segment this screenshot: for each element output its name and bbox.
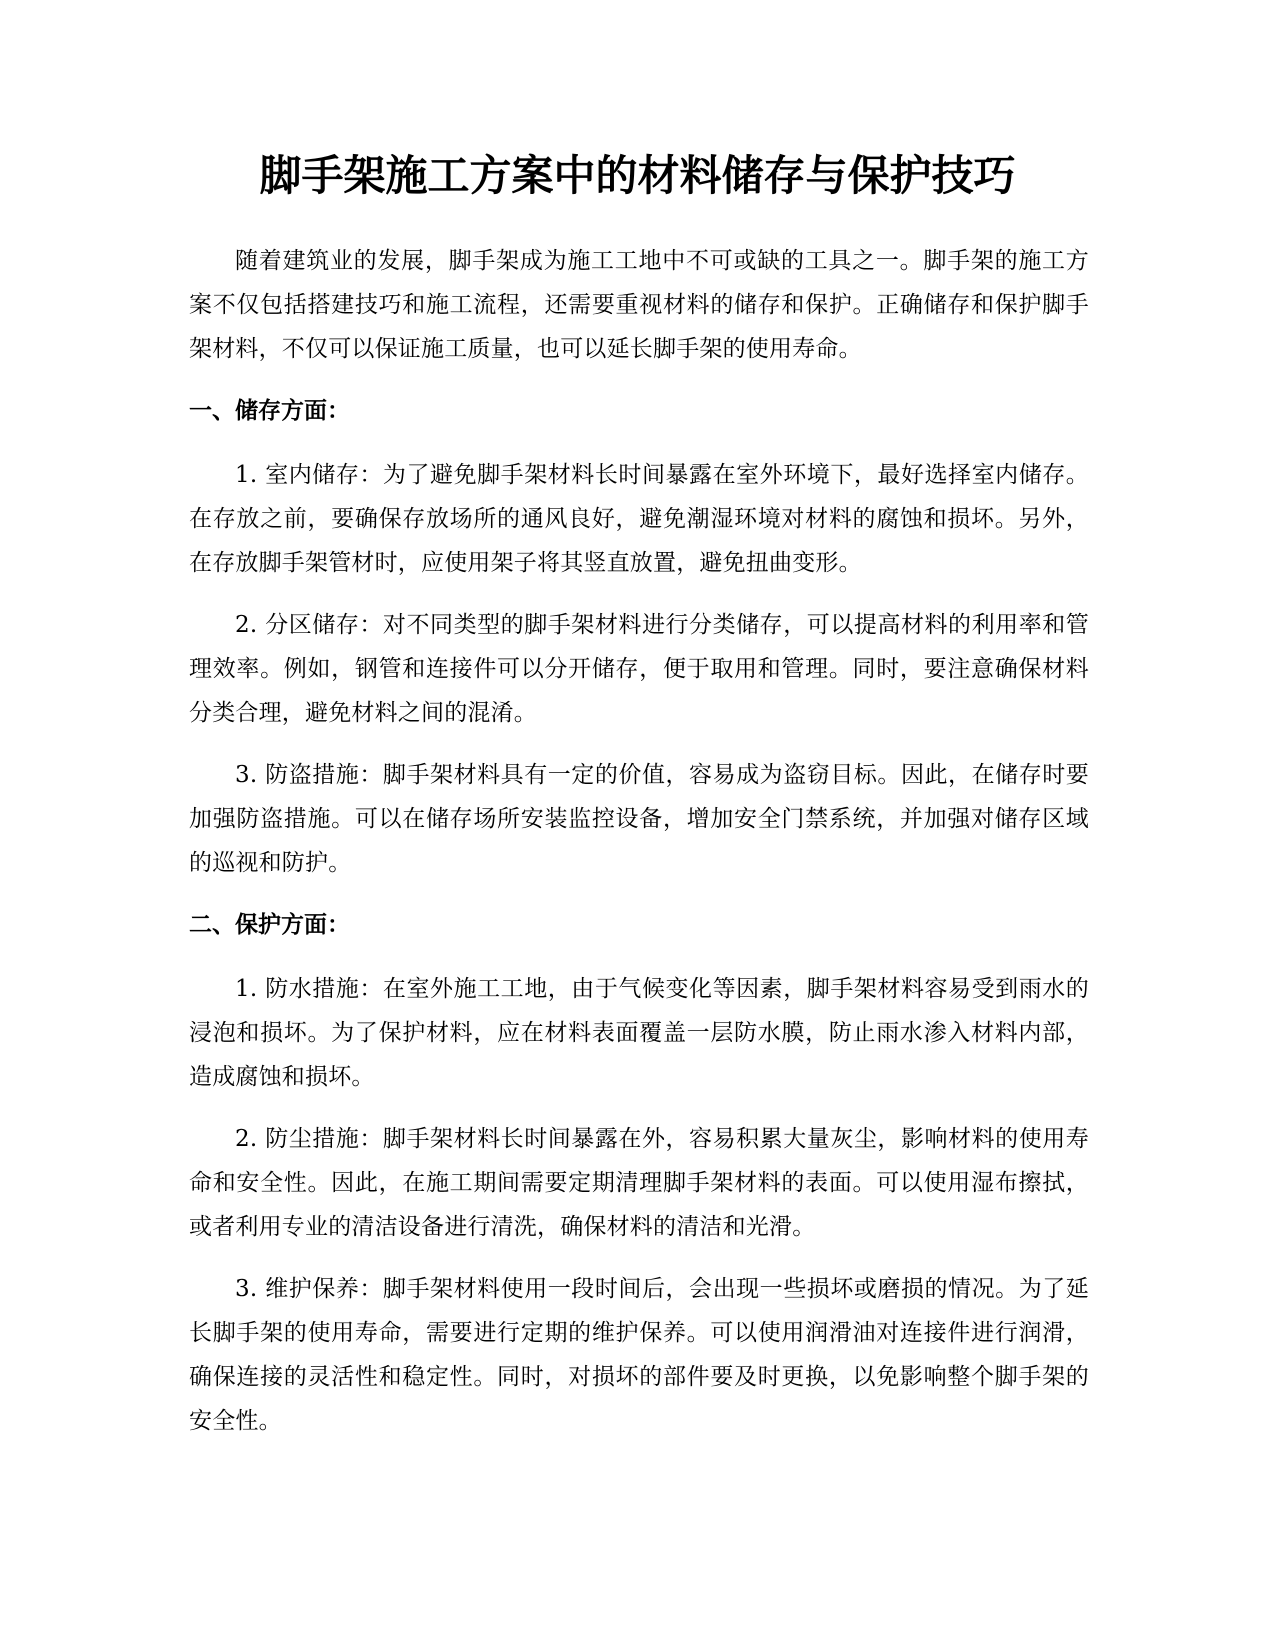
storage-item-antitheft: 3. 防盗措施：脚手架材料具有一定的价值，容易成为盗窃目标。因此，在储存时要加强防盗措施。可以在储存场所安装监控设备，增加安全门禁系统，并加强对储存区域的巡视和防护。 xyxy=(189,762,1089,876)
storage-item-indoor: 1. 室内储存：为了避免脚手架材料长时间暴露在室外环境下，最好选择室内储存。在存放之前，要确保存放场所的通风良好，避免潮湿环境对材料的腐蚀和损坏。另外，在存放脚手架管材时，应使用架子将其竖直放置，避免扭曲变形。 xyxy=(189,462,1089,576)
section-heading-storage: 一、储存方面： xyxy=(189,398,350,424)
document-body xyxy=(189,239,1089,1461)
section-heading-protection: 二、保护方面： xyxy=(189,912,350,938)
intro-paragraph: 随着建筑业的发展，脚手架成为施工工地中不可或缺的工具之一。脚手架的施工方案不仅包括搭建技巧和施工流程，还需要重视材料的储存和保护。正确储存和保护脚手架材料，不仅可以保证施工质量，也可以延长脚手架的使用寿命。 xyxy=(189,248,1089,362)
protection-item-waterproof: 1. 防水措施：在室外施工工地，由于气候变化等因素，脚手架材料容易受到雨水的浸泡和损坏。为了保护材料，应在材料表面覆盖一层防水膜，防止雨水渗入材料内部，造成腐蚀和损坏。 xyxy=(189,976,1089,1090)
storage-item-zoning: 2. 分区储存：对不同类型的脚手架材料进行分类储存，可以提高材料的利用率和管理效率。例如，钢管和连接件可以分开储存，便于取用和管理。同时，要注意确保材料分类合理，避免材料之间的混淆。 xyxy=(189,612,1089,726)
protection-item-maintenance: 3. 维护保养：脚手架材料使用一段时间后，会出现一些损坏或磨损的情况。为了延长脚手架的使用寿命，需要进行定期的维护保养。可以使用润滑油对连接件进行润滑，确保连接的灵活性和稳定性。同时，对损坏的部件要及时更换，以免影响整个脚手架的安全性。 xyxy=(189,1276,1089,1434)
protection-item-dustproof: 2. 防尘措施：脚手架材料长时间暴露在外，容易积累大量灰尘，影响材料的使用寿命和安全性。因此，在施工期间需要定期清理脚手架材料的表面。可以使用湿布擦拭，或者利用专业的清洁设备进行清洗，确保材料的清洁和光滑。 xyxy=(189,1126,1089,1240)
page-title: 脚手架施工方案中的材料储存与保护技巧 xyxy=(259,151,1016,200)
